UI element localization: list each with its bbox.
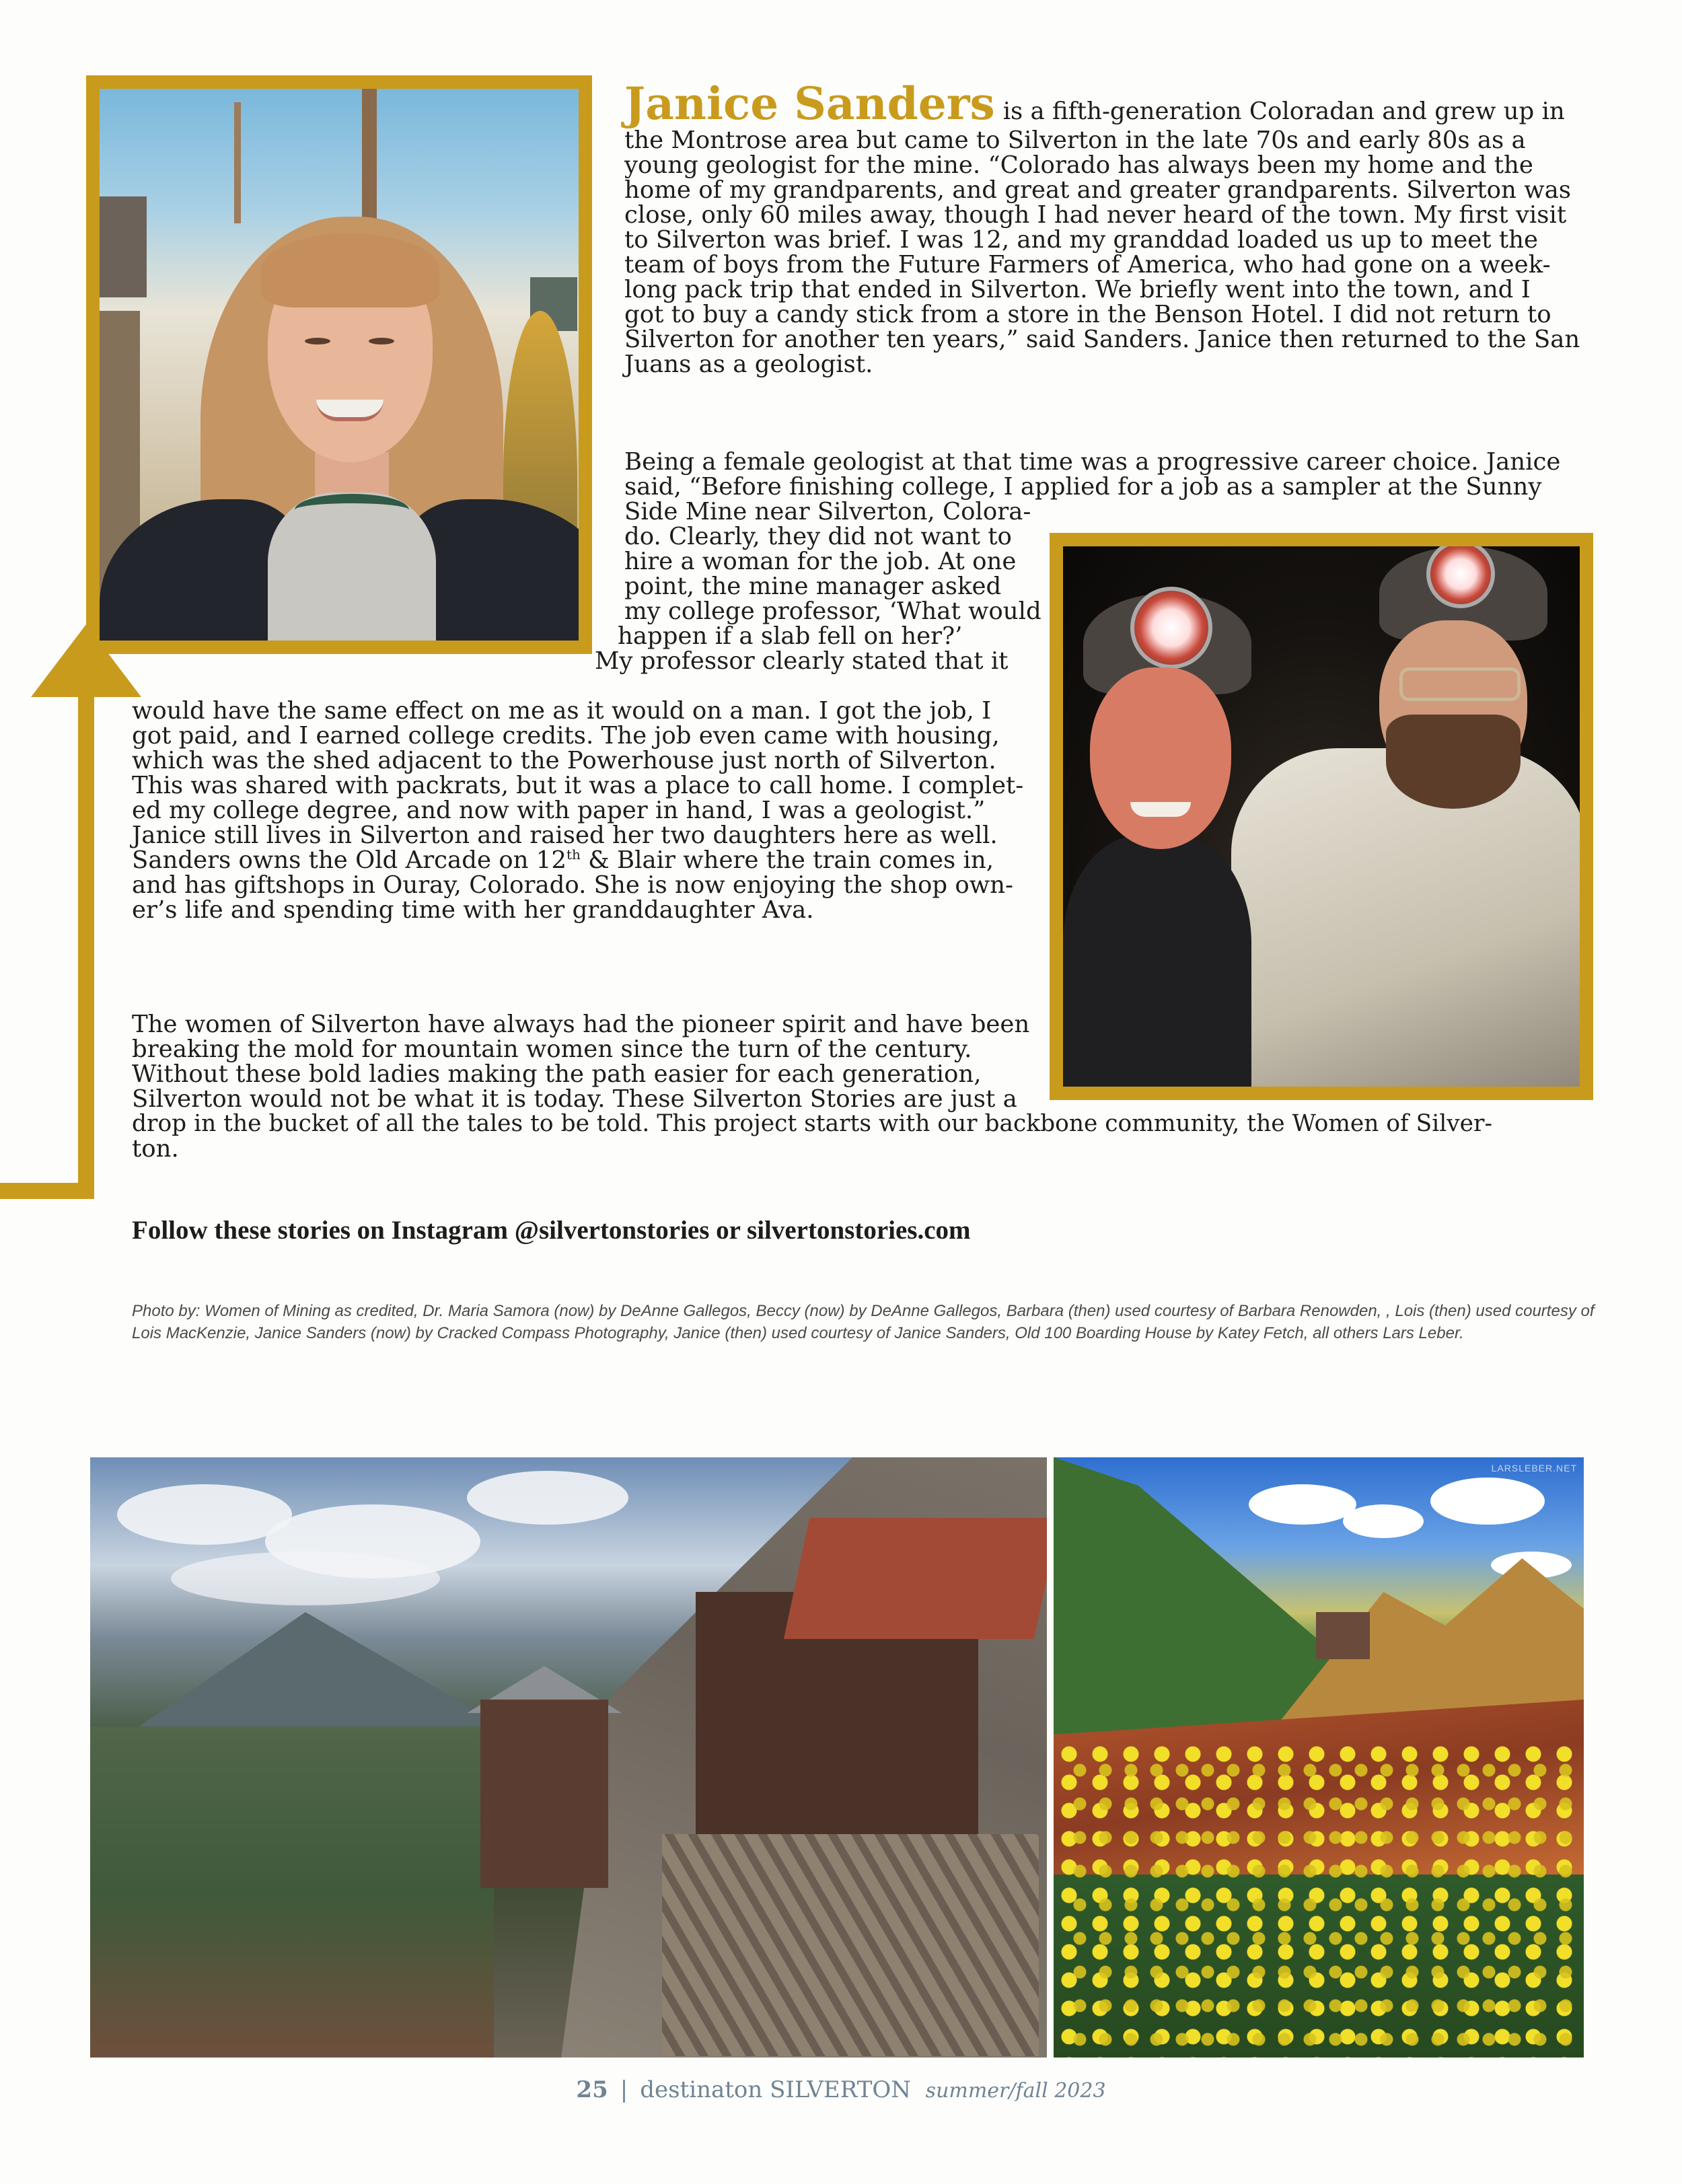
wildflower-meadow-photo: [1054, 1457, 1584, 2058]
paragraph-line: breaking the mold for mountain women since the turn of the century.: [132, 1035, 972, 1063]
janice-portrait-photo: [86, 75, 592, 654]
footer-separator: |: [620, 2076, 628, 2103]
paragraph-line: my college professor, ‘What would: [624, 597, 1041, 625]
paragraph-line: the Montrose area but came to Silverton in the late 70s and early 80s as a: [624, 126, 1526, 154]
paragraph-1: [624, 79, 1580, 377]
paragraph-line: to Silverton was brief. I was 12, and my granddad loaded us up to meet the: [624, 226, 1538, 254]
paragraph-line: is a fifth-generation Coloradan and grew up in: [1002, 98, 1565, 125]
paragraph-line: Janice still lives in Silverton and raised her two daughters here as well.: [132, 822, 998, 849]
paragraph-line: drop in the bucket of all the tales to be told. This project starts with our backbone community, the Women of Silver-: [132, 1110, 1493, 1137]
paragraph-line: er’s life and spending time with her granddaughter Ava.: [132, 896, 814, 924]
paragraph-line: Juans as a geologist.: [624, 351, 873, 378]
follow-instagram-line: Follow these stories on Instagram @silvertonstories or silvertonstories.com: [132, 1216, 971, 1245]
paragraph-line: hire a woman for the job. At one: [624, 548, 1017, 575]
paragraph-line: The women of Silverton have always had the pioneer spirit and have been: [132, 1011, 1030, 1038]
paragraph-line: which was the shed adjacent to the Powerhouse just north of Silverton.: [132, 747, 996, 774]
paragraph-2-narrow: [595, 498, 1041, 675]
paragraph-line: close, only 60 miles away, though I had never heard of the town. My first visit: [624, 201, 1567, 229]
gold-bracket-line: [78, 659, 94, 1199]
paragraph-line: do. Clearly, they did not want to: [624, 523, 1012, 550]
paragraph-line: Side Mine near Silverton, Colora-: [624, 498, 1031, 525]
paragraph-line: said, “Before finishing college, I applied for a job as a sampler at the Sunny: [624, 473, 1542, 501]
paragraph-line: Silverton would not be what it is today. These Silverton Stories are just a: [132, 1085, 1017, 1113]
paragraph-line: got paid, and I earned college credits. The job even came with housing,: [132, 722, 1000, 750]
paragraph-line: and has giftshops in Ouray, Colorado. She is now enjoying the shop own-: [132, 871, 1013, 899]
paragraph-3: [132, 1012, 1492, 1161]
issue-season: summer/fall 2023: [925, 2079, 1106, 2103]
paragraph-line: happen if a slab fell on her?’: [618, 622, 963, 650]
page-footer: [0, 2076, 1682, 2103]
profile-name-heading: Janice Sanders: [624, 77, 995, 130]
paragraph-line: ton.: [132, 1135, 179, 1163]
paragraph-line: ed my college degree, and now with paper in hand, I was a geologist.”: [132, 797, 986, 824]
paragraph-line: My professor clearly stated that it: [595, 647, 1009, 675]
paragraph-line: would have the same effect on me as it would on a man. I got the job, I: [132, 697, 992, 725]
paragraph-line: home of my grandparents, and great and greater grandparents. Silverton was: [624, 176, 1571, 204]
gold-bracket-foot: [0, 1183, 94, 1199]
paragraph-2-top: [624, 449, 1560, 499]
paragraph-line: This was shared with packrats, but it was a place to call home. I complet-: [132, 772, 1024, 799]
paragraph-line: Without these bold ladies making the path easier for each generation,: [132, 1060, 982, 1088]
paragraph-line: Sanders owns the Old Arcade on 12th & Blair where the train comes in,: [132, 846, 994, 874]
paragraph-line: got to buy a candy stick from a store in the Benson Hotel. I did not return to: [624, 301, 1551, 328]
photo-watermark: LARSLEBER.NET: [1491, 1463, 1577, 1473]
paragraph-line: point, the mine manager asked: [624, 573, 1002, 600]
paragraph-line: Silverton for another ten years,” said Sanders. Janice then returned to the San: [624, 326, 1580, 353]
paragraph-2-rest: [132, 698, 1023, 922]
page-number: 25: [576, 2076, 608, 2103]
paragraph-line: young geologist for the mine. “Colorado has always been my home and the: [624, 151, 1533, 179]
paragraph-line: team of boys from the Future Farmers of America, who had gone on a week-: [624, 251, 1551, 279]
magazine-name: destinaton SILVERTON: [640, 2076, 912, 2103]
photo-credits: Photo by: Women of Mining as credited, Dr. Maria Samora (now) by DeAnne Gallegos, Beccy (now) by DeAnne Gallegos, Barbara (then) used courtesy of Barbara Renowden, , Lois (then) used courtesy of Lois MacKenzie, Janice Sanders (now) by Cracked Compass Photography, Janice (then) used courtesy of Janice Sanders, Old 100 Boarding House by Katey Fetch, all others Lars Leber.: [132, 1302, 1595, 1342]
paragraph-line: long pack trip that ended in Silverton. We briefly went into the town, and I: [624, 276, 1531, 303]
paragraph-line: Being a female geologist at that time was a progressive career choice. Janice: [624, 448, 1561, 476]
mine-ruins-photo: [90, 1457, 1047, 2058]
